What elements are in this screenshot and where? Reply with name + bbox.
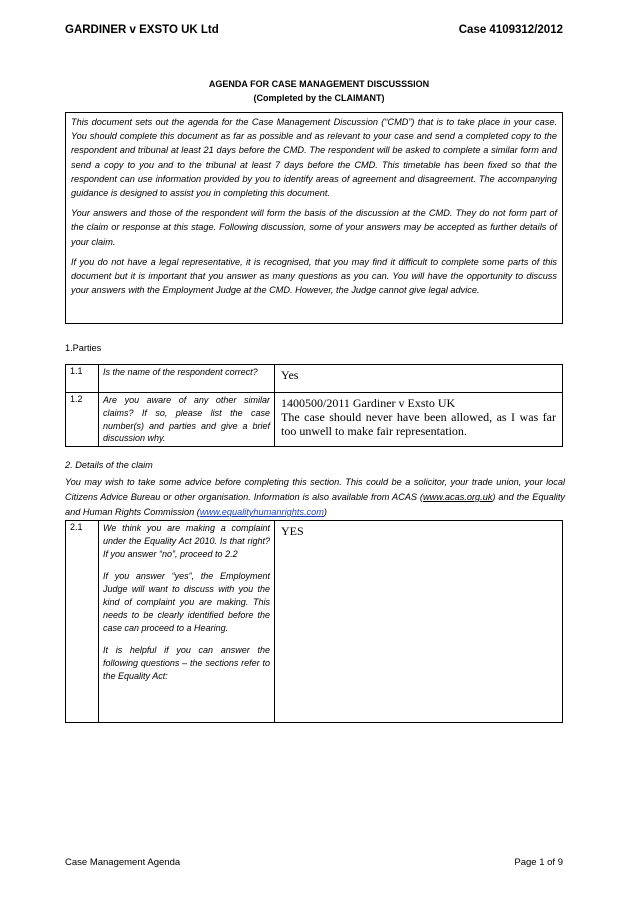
row-number: 1.1 [66,365,99,393]
agenda-subtitle: (Completed by the CLAIMANT) [253,93,385,103]
table-row [66,393,563,447]
answer-cell: YES [275,521,563,723]
question-cell: Are you aware of any other similar claims? If so, please list the case number(s) and parties and give a brief discussion why. [99,393,275,447]
claim-table [65,520,563,723]
row-number: 1.2 [66,393,99,447]
case-number: Case 4109312/2012 [458,24,563,36]
question-paragraph-2: If you answer “yes”, the Employment Judge will want to discuss with you the kind of complaint you are making. This needs to be clearly identified before the case can proceed to a Hearing. [103,571,270,633]
claim-intro [65,475,565,520]
question-cell [99,521,275,723]
claim-intro-text: ) and the Equality and Human Rights Commission ( [65,492,565,517]
answer-cell [275,393,563,447]
question-paragraph-1: We think you are making a complaint under the Equality Act 2010. Is that right? If you answer “no”, proceed to 2.2 [103,523,270,559]
question-cell: Is the name of the respondent correct? [99,365,275,393]
row-number: 2.1 [66,521,99,723]
footer-title: Case Management Agenda [65,857,181,868]
case-name: GARDINER v EXSTO UK Ltd [65,24,219,36]
claim-heading: 2. Details of the claim [65,460,153,470]
question-paragraph-3: It is helpful if you can answer the following questions – the sections refer to the Equality Act: [103,645,270,681]
intro-paragraph-3: If you do not have a legal representative, it is recognised, that you may find it difficult to complete some parts of this document but it is important that you answer as many questions as you can. You will have the opportunity to discuss your answers with the Employment Judge at the CMD. However, the Judge cannot give legal advice. [71,256,557,296]
parties-heading: 1.Parties [65,343,102,353]
page-number: Page 1 of 9 [514,857,563,868]
answer-case-reference: 1400500/2011 Gardiner v Exsto UK [281,396,456,410]
answer-cell: Yes [275,365,563,393]
ehrc-link[interactable]: www.equalityhumanrights.com [199,507,324,517]
acas-link[interactable]: www.acas.org.uk [422,492,493,502]
parties-table [65,364,563,447]
claim-intro-text: You may wish to take some advice before completing this section. This could be a solicitor, your trade union, your local Citizens Advice Bureau or other organisation. Information is also available from ACAS ( [65,477,565,502]
answer-explanation: The case should never have been allowed, as I was far too unwell to make fair representation. [281,410,556,438]
table-row [66,521,563,723]
intro-paragraph-2: Your answers and those of the respondent will form the basis of the discussion at the CMD. They do not form part of the claim or response at this stage. Following discussion, some of your answers may be accepted as further details of your claim. [71,208,557,247]
intro-paragraph-1: This document sets out the agenda for the Case Management Discussion (“CMD”) that is to take place in your case. You should complete this document as far as possible and as relevant to your case and send a completed copy to the respondent and tribunal at least 21 days before the CMD. The respondent will be asked to complete a similar form and send a copy to you and to the tribunal at least 7 days before the CMD. This timetable has been fixed so that the respondent can use information provided by you to identify areas of agreement and disagreement. The accompanying guidance is designed to assist you in completing this document. [71,117,557,199]
agenda-title: AGENDA FOR CASE MANAGEMENT DISCUSSSION [208,79,430,89]
intro-box [65,112,563,324]
claim-intro-text: ) [323,507,327,517]
table-row [66,365,563,393]
